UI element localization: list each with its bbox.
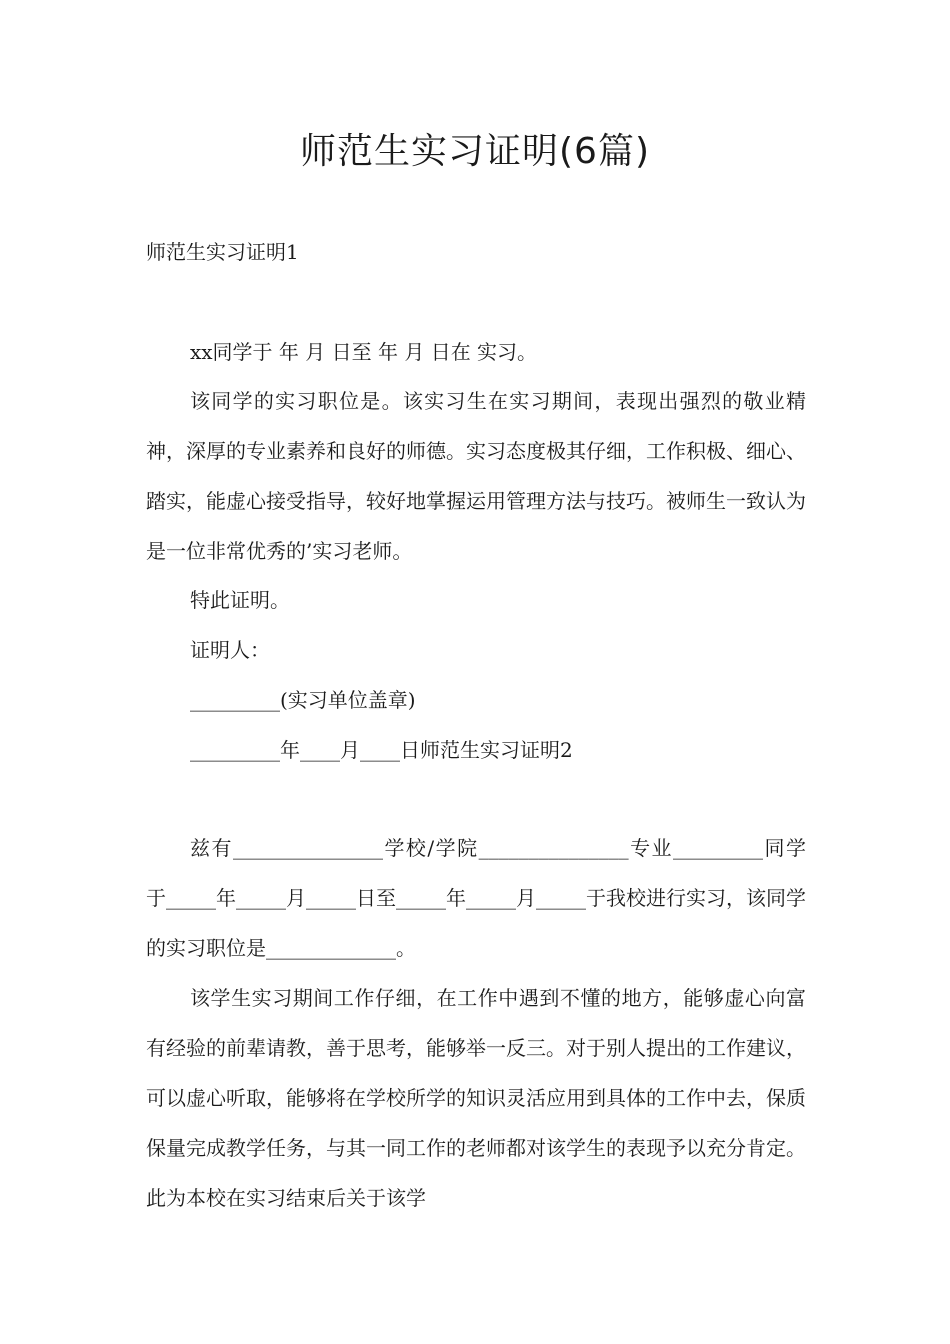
evaluation-paragraph-1: 该同学的实习职位是。该实习生在实习期间，表现出强烈的敬业精神，深厚的专业素养和良好的师德。实习态度极其仔细，工作积极、细心、踏实，能虚心接受指导，较好地掌握运用管理方法与技巧。被师生一致认为是一位非常优秀的’实习老师。 bbox=[146, 389, 806, 563]
intern-date-line: xx同学于 年 月 日至 年 月 日在 实习。 bbox=[190, 340, 538, 364]
certificate-form-paragraph: 兹有_______________学校/学院_______________专业_________同学于_____年_____月_____日至_____年_____月_____于我校进行实习，该同学的实习职位是_____________。 bbox=[146, 836, 806, 960]
certify-text: 特此证明。 bbox=[190, 588, 290, 612]
section-heading-1: 师范生实习证明1 bbox=[146, 240, 299, 264]
witness-label: 证明人： bbox=[190, 638, 270, 662]
stamp-line: _________(实习单位盖章) bbox=[190, 688, 416, 712]
document-title: 师范生实习证明(6篇) bbox=[300, 131, 650, 172]
date-line: _________年____月____日师范生实习证明2 bbox=[190, 738, 573, 762]
evaluation-paragraph-2: 该学生实习期间工作仔细，在工作中遇到不懂的地方，能够虚心向富有经验的前辈请教，善于思考，能够举一反三。对于别人提出的工作建议，可以虚心听取，能够将在学校所学的知识灵活应用到具体的工作中去，保质保量完成教学任务，与其一同工作的老师都对该学生的表现予以充分肯定。此为本校在实习结束后关于该学 bbox=[146, 986, 806, 1210]
